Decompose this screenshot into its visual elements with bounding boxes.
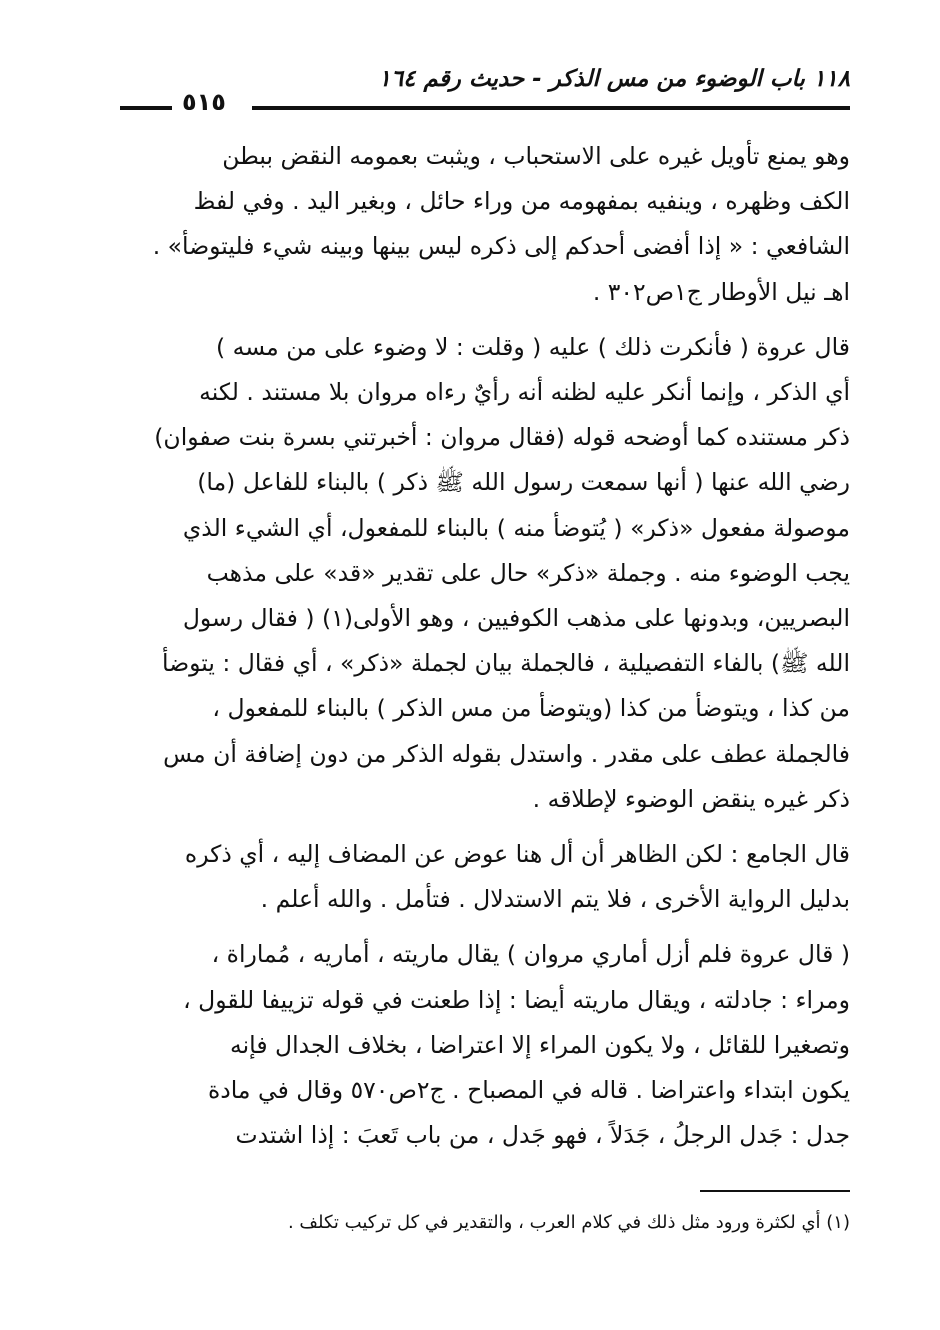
text-line: وتصغيرا للقائل ، ولا يكون المراء إلا اعتراضا ، بخلاف الجدال فإنه [230, 1030, 850, 1059]
paragraph-1 [132, 134, 850, 315]
text-line: فالجملة عطف على مقدر . واستدل بقوله الذكر من دون إضافة أن مس [163, 739, 850, 768]
text-line: أي الذكر ، وإنما أنكر عليه لظنه أنه رأيٌ رءاه مروان بلا مستند . لكنه [199, 378, 850, 407]
text-line: ذكر غيره ينقض الوضوء لإطلاقه . [532, 784, 850, 813]
paragraph-2 [132, 325, 850, 822]
text-line: من كذا ، ويتوضأ من كذا (ويتوضأ من مس الذكر ) بالبناء للمفعول ، [212, 694, 850, 723]
paragraph-4 [132, 932, 850, 1158]
text-line: قال الجامع : لكن الظاهر أن أل هنا عوض عن المضاف إليه ، أي ذكره [184, 840, 850, 869]
text-line: يكون ابتداء واعتراضا . قاله في المصباح . ج٢ص٥٧٠ وقال في مادة [207, 1076, 850, 1105]
text-line: وهو يمنع تأويل غيره على الاستحباب ، ويثبت بعمومه النقض ببطن [222, 142, 850, 170]
text-line: قال عروة ( فأنكرت ذلك ) عليه ( وقلت : لا وضوء على من مسه ) [215, 332, 850, 361]
text-line: الله ﷺ) بالفاء التفصيلية ، فالجملة بيان لجملة «ذكر» ، أي فقال : يتوضأ [162, 649, 850, 678]
header-rule [252, 106, 850, 110]
paragraph-3 [132, 832, 850, 922]
footnote: (١) أي لكثرة ورود مثل ذلك في كلام العرب ، والتقدير في كل تركيب تكلف . [287, 1212, 850, 1233]
text-line: ( قال عروة فلم أزل أماري مروان ) يقال ماريته ، أماريه ، مُماراة ، [211, 940, 850, 969]
text-line: ذكر مستنده كما أوضحه قوله (فقال مروان : أخبرتني بسرة بنت صفوان) [154, 423, 850, 452]
page-header [120, 62, 850, 124]
text-line: الكف وظهره ، وينفيه بمفهومه من وراء حائل ، وبغير اليد . وفي لفظ [193, 187, 850, 216]
header-rule-short [120, 106, 172, 110]
text-line: جدل : جَدل الرجلُ ، جَدَلاً ، فهو جَدل ، من باب تَعبَ : إذا اشتدت [235, 1121, 850, 1150]
body-text [132, 134, 850, 1168]
text-line: البصريين، وبدونها على مذهب الكوفيين ، وهو الأولى(١) ( فقال رسول [182, 604, 850, 633]
text-line: موصولة مفعول «ذكر» ( يُتوضأ منه ) بالبناء للمفعول، أي الشيء الذي [182, 513, 850, 542]
text-line: الشافعي : « إذا أفضى أحدكم إلى ذكره ليس بينها وبينه شيء فليتوضأ» . [152, 232, 850, 261]
page-number: ٥١٥ [182, 88, 226, 116]
footnote-rule [700, 1190, 850, 1192]
running-title: ١١٨ باب الوضوء من مس الذكر - حديث رقم ١٦٤ [378, 66, 850, 92]
text-line: ومراء : جادلته ، ويقال ماريته أيضا : إذا طعنت في قوله تزييفا للقول ، [183, 985, 850, 1014]
text-line: رضي الله عنها ( أنها سمعت رسول الله ﷺ ذكر ) بالبناء للفاعل (ما) [197, 468, 850, 497]
text-line: بدليل الرواية الأخرى ، فلا يتم الاستدلال . فتأمل . والله أعلم . [260, 885, 850, 914]
text-line: اهـ نيل الأوطار ج١ص٣٠٢ . [592, 277, 850, 306]
text-line: يجب الوضوء منه . وجملة «ذكر» حال على تقدير «قد» على مذهب [206, 558, 850, 587]
